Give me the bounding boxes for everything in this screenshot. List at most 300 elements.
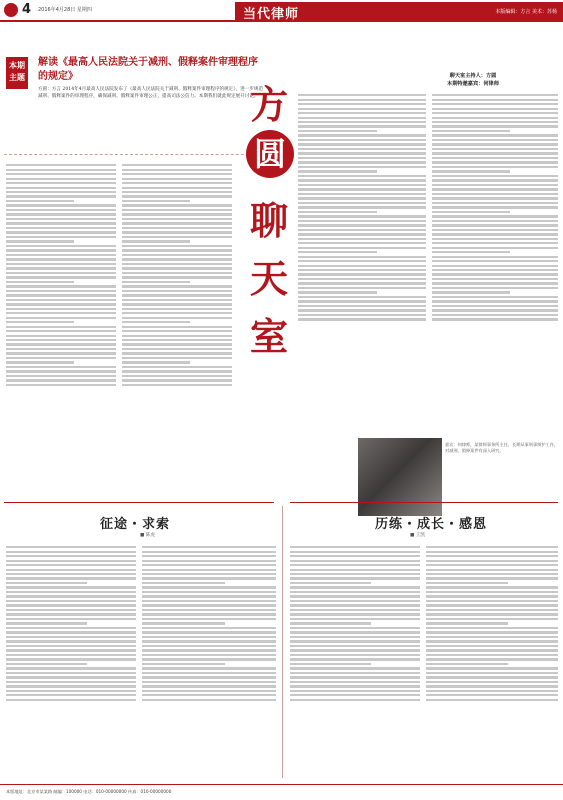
text-line: [298, 278, 426, 280]
text-line: [122, 348, 232, 350]
text-line: [298, 314, 426, 316]
text-line: [432, 211, 510, 213]
text-line: [298, 193, 426, 195]
text-line: [6, 613, 136, 615]
text-line: [432, 202, 558, 204]
text-line: [426, 569, 558, 571]
text-line: [122, 245, 232, 247]
text-line: [290, 600, 420, 602]
text-line: [6, 600, 136, 602]
text-line: [432, 278, 558, 280]
text-line: [290, 694, 420, 696]
text-line: [426, 591, 558, 593]
text-line: [142, 699, 276, 701]
text-line: [122, 272, 232, 274]
text-line: [432, 273, 558, 275]
text-line: [290, 546, 420, 548]
text-line: [432, 314, 558, 316]
text-line: [432, 170, 510, 172]
text-line: [432, 318, 558, 320]
text-line: [142, 591, 276, 593]
text-line: [298, 130, 377, 132]
text-line: [142, 560, 276, 562]
text-line: [426, 699, 558, 701]
text-line: [6, 267, 116, 269]
text-line: [426, 649, 558, 651]
text-line: [6, 352, 116, 354]
text-line: [290, 681, 420, 683]
text-line: [432, 157, 558, 159]
text-line: [290, 609, 420, 611]
text-line: [432, 152, 558, 154]
text-line: [432, 233, 558, 235]
text-line: [142, 631, 276, 633]
text-line: [6, 294, 116, 296]
text-line: [122, 200, 190, 202]
text-line: [290, 699, 420, 701]
text-line: [426, 609, 558, 611]
text-line: [432, 143, 558, 145]
text-line: [432, 130, 510, 132]
text-line: [122, 164, 232, 166]
text-line: [6, 560, 136, 562]
text-line: [432, 139, 558, 141]
title-char-circle: 圆: [246, 130, 294, 178]
text-line: [426, 573, 558, 575]
text-line: [6, 622, 87, 624]
text-line: [298, 112, 426, 114]
text-line: [6, 308, 116, 310]
text-line: [432, 193, 558, 195]
text-line: [6, 276, 116, 278]
text-line: [142, 613, 276, 615]
section-rule: [290, 502, 558, 503]
text-line: [290, 582, 371, 584]
text-line: [432, 287, 558, 289]
text-line: [6, 213, 116, 215]
text-line: [426, 551, 558, 553]
text-line: [298, 229, 426, 231]
text-line: [6, 227, 116, 229]
text-line: [6, 281, 74, 283]
host-info: 聊天室主持人：方圆 本期特邀嘉宾：何律师: [447, 73, 499, 87]
text-line: [122, 258, 232, 260]
text-line: [142, 573, 276, 575]
text-line: [6, 249, 116, 251]
text-line: [298, 309, 426, 311]
text-line: [6, 312, 116, 314]
text-line: [122, 240, 190, 242]
text-line: [298, 300, 426, 302]
text-line: [6, 299, 116, 301]
text-line: [6, 178, 116, 180]
text-line: [142, 645, 276, 647]
text-line: [142, 555, 276, 557]
text-line: [432, 215, 558, 217]
text-line: [6, 564, 136, 566]
text-line: [426, 631, 558, 633]
text-line: [432, 103, 558, 105]
text-line: [122, 249, 232, 251]
page-footer: [0, 784, 563, 800]
text-line: [298, 202, 426, 204]
text-line: [298, 265, 426, 267]
text-line: [290, 640, 420, 642]
text-line: [122, 375, 232, 377]
text-line: [6, 326, 116, 328]
text-line: [122, 276, 232, 278]
text-line: [298, 238, 426, 240]
section-title: 当代律师: [243, 7, 300, 22]
text-line: [426, 604, 558, 606]
article-column: [290, 544, 420, 780]
text-line: [426, 654, 558, 656]
text-line: [142, 654, 276, 656]
title-char: 方: [250, 83, 289, 127]
text-line: [142, 690, 276, 692]
text-line: [142, 694, 276, 696]
text-line: [122, 361, 190, 363]
text-line: [6, 577, 136, 579]
text-line: [298, 94, 426, 96]
text-line: [432, 134, 558, 136]
text-line: [426, 636, 558, 638]
text-line: [426, 676, 558, 678]
text-line: [142, 685, 276, 687]
text-line: [6, 582, 87, 584]
text-line: [426, 667, 558, 669]
text-line: [6, 361, 74, 363]
text-line: [6, 240, 74, 242]
text-line: [122, 267, 232, 269]
text-line: [298, 318, 426, 320]
text-line: [432, 161, 558, 163]
text-line: [432, 94, 558, 96]
text-line: [6, 370, 116, 372]
text-line: [6, 195, 116, 197]
text-line: [290, 658, 420, 660]
topic-headline: 解读《最高人民法院关于减刑、假释案件审理程序的规定》: [38, 57, 258, 82]
section-rule: [4, 502, 274, 503]
text-line: [122, 187, 232, 189]
text-line: [298, 282, 426, 284]
text-line: [426, 555, 558, 557]
text-line: [432, 242, 558, 244]
text-line: [298, 305, 426, 307]
text-line: [6, 164, 116, 166]
page-number: 4: [22, 2, 32, 17]
text-line: [426, 627, 558, 629]
text-line: [290, 649, 420, 651]
text-line: [432, 121, 558, 123]
text-line: [298, 175, 426, 177]
text-line: [298, 170, 377, 172]
text-line: [6, 191, 116, 193]
text-line: [122, 294, 232, 296]
text-line: [432, 184, 558, 186]
text-line: [426, 560, 558, 562]
text-line: [426, 694, 558, 696]
guest-photo: [358, 438, 442, 516]
text-line: [290, 645, 420, 647]
left-article-byline: ■ 陈虎: [140, 533, 155, 538]
text-line: [6, 627, 136, 629]
text-line: [290, 613, 420, 615]
text-line: [6, 357, 116, 359]
text-line: [290, 631, 420, 633]
text-line: [142, 636, 276, 638]
text-line: [142, 595, 276, 597]
text-line: [122, 299, 232, 301]
text-line: [122, 178, 232, 180]
text-line: [6, 681, 136, 683]
text-line: [426, 672, 558, 674]
text-line: [426, 622, 508, 624]
text-line: [298, 220, 426, 222]
article-column: [6, 162, 116, 498]
text-line: [432, 175, 558, 177]
text-line: [122, 231, 232, 233]
article-column: [6, 544, 136, 780]
text-line: [122, 182, 232, 184]
text-line: [426, 613, 558, 615]
text-line: [6, 335, 116, 337]
text-line: [290, 663, 371, 665]
text-line: [298, 157, 426, 159]
text-line: [142, 658, 276, 660]
text-line: [122, 357, 232, 359]
text-line: [432, 125, 558, 127]
text-line: [6, 699, 136, 701]
text-line: [290, 573, 420, 575]
text-line: [290, 627, 420, 629]
text-line: [6, 640, 136, 642]
text-line: [6, 631, 136, 633]
text-line: [298, 188, 426, 190]
text-line: [142, 649, 276, 651]
text-line: [6, 263, 116, 265]
text-line: [6, 285, 116, 287]
footer-text: 本版地址：北京市某某路 邮编：100000 电话：010-00000000 传真：010-00000000: [6, 789, 172, 794]
text-line: [298, 247, 426, 249]
article-column: [298, 92, 426, 430]
text-line: [298, 139, 426, 141]
text-line: [298, 152, 426, 154]
text-line: [426, 618, 558, 620]
text-line: [290, 636, 420, 638]
text-line: [142, 604, 276, 606]
text-line: [6, 236, 116, 238]
text-line: [290, 654, 420, 656]
text-line: [122, 384, 232, 386]
text-line: [298, 224, 426, 226]
text-line: [142, 546, 276, 548]
text-line: [290, 551, 420, 553]
article-column: [426, 544, 558, 780]
text-line: [432, 238, 558, 240]
text-line: [298, 251, 377, 253]
text-line: [122, 326, 232, 328]
text-line: [290, 604, 420, 606]
text-line: [142, 586, 276, 588]
text-line: [6, 667, 136, 669]
text-line: [6, 222, 116, 224]
issue-date: 2016年4月28日 星期四: [38, 7, 92, 13]
text-line: [6, 645, 136, 647]
text-line: [290, 690, 420, 692]
text-line: [6, 200, 74, 202]
text-line: [122, 191, 232, 193]
text-line: [298, 206, 426, 208]
title-char: 天: [250, 257, 289, 301]
editor-credits: 本版编辑：方言 美术：苏杨: [495, 9, 557, 15]
text-line: [122, 303, 232, 305]
text-line: [142, 564, 276, 566]
text-line: [122, 204, 232, 206]
article-column: [142, 544, 276, 780]
text-line: [432, 265, 558, 267]
text-line: [6, 231, 116, 233]
text-line: [122, 209, 232, 211]
text-line: [426, 685, 558, 687]
text-line: [142, 663, 225, 665]
text-line: [298, 161, 426, 163]
text-line: [6, 569, 136, 571]
text-line: [432, 247, 558, 249]
text-line: [298, 215, 426, 217]
text-line: [298, 296, 426, 298]
text-line: [6, 254, 116, 256]
text-line: [122, 379, 232, 381]
right-article-byline: ■ 王凯: [410, 533, 425, 538]
text-line: [6, 339, 116, 341]
text-line: [6, 182, 116, 184]
text-line: [6, 618, 136, 620]
text-line: [432, 260, 558, 262]
text-line: [290, 685, 420, 687]
text-line: [298, 197, 426, 199]
text-line: [298, 125, 426, 127]
text-line: [432, 99, 558, 101]
text-line: [6, 245, 116, 247]
text-line: [122, 330, 232, 332]
text-line: [290, 672, 420, 674]
text-line: [426, 546, 558, 548]
text-line: [6, 187, 116, 189]
text-line: [298, 134, 426, 136]
text-line: [142, 667, 276, 669]
text-line: [298, 179, 426, 181]
text-line: [142, 577, 276, 579]
text-line: [6, 604, 136, 606]
text-line: [142, 681, 276, 683]
text-line: [6, 379, 116, 381]
text-line: [426, 681, 558, 683]
text-line: [432, 220, 558, 222]
text-line: [122, 290, 232, 292]
text-line: [122, 195, 232, 197]
text-line: [298, 99, 426, 101]
text-line: [426, 577, 558, 579]
text-line: [432, 300, 558, 302]
text-line: [298, 242, 426, 244]
text-line: [432, 224, 558, 226]
right-article-title: 历练・成长・感恩: [375, 517, 488, 532]
text-line: [290, 577, 420, 579]
text-line: [6, 258, 116, 260]
text-line: [298, 143, 426, 145]
text-line: [290, 564, 420, 566]
text-line: [6, 591, 136, 593]
text-line: [6, 573, 136, 575]
text-line: [6, 546, 136, 548]
text-line: [142, 676, 276, 678]
text-line: [432, 179, 558, 181]
text-line: [298, 211, 377, 213]
divider: [4, 154, 264, 155]
text-line: [298, 121, 426, 123]
text-line: [122, 254, 232, 256]
text-line: [290, 555, 420, 557]
text-line: [432, 108, 558, 110]
text-line: [298, 166, 426, 168]
text-line: [122, 335, 232, 337]
text-line: [6, 551, 136, 553]
text-line: [6, 555, 136, 557]
text-line: [426, 595, 558, 597]
text-line: [298, 108, 426, 110]
text-line: [426, 586, 558, 588]
text-line: [6, 218, 116, 220]
text-line: [426, 600, 558, 602]
text-line: [122, 370, 232, 372]
text-line: [432, 309, 558, 311]
text-line: [122, 236, 232, 238]
text-line: [426, 658, 558, 660]
text-line: [6, 384, 116, 386]
text-line: [298, 117, 426, 119]
text-line: [6, 366, 116, 368]
newspaper-logo-icon: [4, 3, 18, 17]
text-line: [432, 282, 558, 284]
text-line: [6, 330, 116, 332]
text-line: [122, 169, 232, 171]
text-line: [290, 676, 420, 678]
text-line: [142, 627, 276, 629]
text-line: [6, 672, 136, 674]
text-line: [426, 645, 558, 647]
text-line: [122, 352, 232, 354]
text-line: [142, 618, 276, 620]
text-line: [432, 305, 558, 307]
text-line: [432, 296, 558, 298]
text-line: [122, 312, 232, 314]
text-line: [6, 272, 116, 274]
left-article-title: 征途・求索: [100, 517, 171, 532]
text-line: [142, 551, 276, 553]
text-line: [298, 103, 426, 105]
text-line: [6, 317, 116, 319]
text-line: [6, 348, 116, 350]
text-line: [142, 582, 225, 584]
text-line: [142, 622, 225, 624]
text-line: [298, 148, 426, 150]
text-line: [290, 618, 420, 620]
text-line: [6, 204, 116, 206]
text-line: [122, 263, 232, 265]
text-line: [290, 622, 371, 624]
text-line: [6, 694, 136, 696]
